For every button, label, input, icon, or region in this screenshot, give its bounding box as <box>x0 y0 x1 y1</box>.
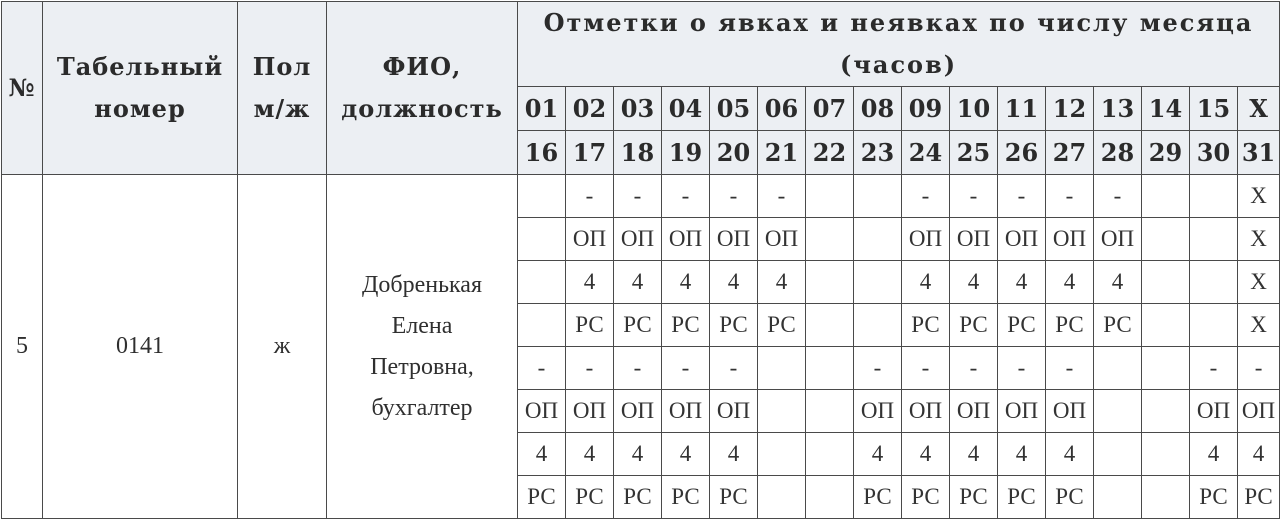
mark-cell: ОП <box>1094 218 1142 261</box>
mark-cell: ОП <box>998 218 1046 261</box>
mark-cell: ОП <box>950 218 998 261</box>
mark-cell: - <box>1190 347 1238 390</box>
mark-cell: РС <box>518 476 566 519</box>
mark-cell: ОП <box>1046 218 1094 261</box>
first-half-day-cell: 06 <box>758 87 806 131</box>
header-number-label: № <box>8 73 36 102</box>
mark-cell <box>1142 476 1190 519</box>
mark-cell <box>1094 390 1142 433</box>
mark-cell <box>1142 390 1190 433</box>
mark-cell: РС <box>854 476 902 519</box>
mark-cell: - <box>710 175 758 218</box>
mark-cell <box>1142 433 1190 476</box>
employee-name-position <box>327 175 518 519</box>
mark-cell <box>806 390 854 433</box>
mark-cell: - <box>662 347 710 390</box>
first-half-day-cell: 05 <box>710 87 758 131</box>
mark-cell: 4 <box>1046 261 1094 304</box>
mark-cell: - <box>662 175 710 218</box>
mark-cell <box>1094 347 1142 390</box>
second-half-day-cell: 27 <box>1046 131 1094 175</box>
mark-cell: - <box>1238 347 1280 390</box>
mark-cell: РС <box>1094 304 1142 347</box>
mark-cell: 4 <box>1190 433 1238 476</box>
second-half-day-cell: 18 <box>614 131 662 175</box>
mark-cell: РС <box>1046 304 1094 347</box>
mark-cell <box>854 261 902 304</box>
mark-cell <box>1094 433 1142 476</box>
header-sex-line1: Пол <box>252 52 312 81</box>
second-half-day-cell: 29 <box>1142 131 1190 175</box>
header-tab-number-line1: Табельный <box>56 52 224 81</box>
first-half-day-cell: 13 <box>1094 87 1142 131</box>
second-half-day-cell: 17 <box>566 131 614 175</box>
mark-cell: 4 <box>1094 261 1142 304</box>
mark-cell: РС <box>566 476 614 519</box>
header-marks-title <box>518 2 1280 87</box>
mark-cell <box>806 476 854 519</box>
mark-cell: - <box>566 347 614 390</box>
mark-cell: РС <box>902 476 950 519</box>
mark-cell: РС <box>1046 476 1094 519</box>
mark-cell <box>1190 175 1238 218</box>
second-half-day-cell: 31 <box>1238 131 1280 175</box>
mark-cell: 4 <box>614 261 662 304</box>
mark-cell: РС <box>1190 476 1238 519</box>
mark-cell <box>518 304 566 347</box>
mark-cell: X <box>1238 175 1280 218</box>
header-fio <box>327 2 518 175</box>
mark-cell: - <box>950 347 998 390</box>
mark-cell <box>1094 476 1142 519</box>
first-half-day-cell: 09 <box>902 87 950 131</box>
mark-cell <box>854 304 902 347</box>
mark-cell: - <box>854 347 902 390</box>
mark-cell: РС <box>566 304 614 347</box>
mark-cell: - <box>902 175 950 218</box>
employee-number: 5 <box>2 175 43 519</box>
first-half-day-cell: 15 <box>1190 87 1238 131</box>
table-row <box>2 175 1280 218</box>
mark-cell: 4 <box>614 433 662 476</box>
mark-cell <box>1142 175 1190 218</box>
mark-cell: ОП <box>902 218 950 261</box>
mark-cell: X <box>1238 304 1280 347</box>
second-half-day-cell: 19 <box>662 131 710 175</box>
mark-cell <box>1190 304 1238 347</box>
mark-cell: 4 <box>518 433 566 476</box>
mark-cell: ОП <box>566 390 614 433</box>
first-half-day-cell: X <box>1238 87 1280 131</box>
mark-cell: - <box>710 347 758 390</box>
employee-name-line: Петровна, <box>370 353 474 380</box>
first-half-day-cell: 11 <box>998 87 1046 131</box>
mark-cell: X <box>1238 261 1280 304</box>
mark-cell: ОП <box>566 218 614 261</box>
mark-cell: ОП <box>710 390 758 433</box>
mark-cell: 4 <box>710 433 758 476</box>
first-half-day-cell: 07 <box>806 87 854 131</box>
mark-cell <box>758 433 806 476</box>
mark-cell: РС <box>998 476 1046 519</box>
mark-cell: - <box>1046 175 1094 218</box>
mark-cell: 4 <box>854 433 902 476</box>
mark-cell <box>1142 347 1190 390</box>
mark-cell <box>1190 218 1238 261</box>
header-fio-line1: ФИО, <box>382 52 462 81</box>
mark-cell: ОП <box>854 390 902 433</box>
mark-cell: 4 <box>662 433 710 476</box>
mark-cell: 4 <box>1046 433 1094 476</box>
mark-cell: - <box>950 175 998 218</box>
first-half-day-cell: 12 <box>1046 87 1094 131</box>
mark-cell: 4 <box>950 433 998 476</box>
mark-cell <box>518 261 566 304</box>
mark-cell <box>806 347 854 390</box>
mark-cell: - <box>1046 347 1094 390</box>
mark-cell <box>758 476 806 519</box>
timesheet-table <box>1 1 1280 519</box>
mark-cell: 4 <box>566 433 614 476</box>
mark-cell: ОП <box>518 390 566 433</box>
mark-cell: РС <box>950 304 998 347</box>
mark-cell: 4 <box>998 261 1046 304</box>
mark-cell: РС <box>998 304 1046 347</box>
mark-cell: 4 <box>902 261 950 304</box>
mark-cell: 4 <box>950 261 998 304</box>
employee-sex: ж <box>238 175 327 519</box>
mark-cell: - <box>614 347 662 390</box>
mark-cell: - <box>902 347 950 390</box>
mark-cell <box>854 218 902 261</box>
header-tab-number-line2: номер <box>94 94 186 123</box>
first-half-day-cell: 14 <box>1142 87 1190 131</box>
mark-cell: РС <box>710 304 758 347</box>
mark-cell: ОП <box>1238 390 1280 433</box>
header-sex-line2: м/ж <box>253 94 311 123</box>
mark-cell <box>758 390 806 433</box>
header-marks-line2: (часов) <box>839 50 958 79</box>
mark-cell: ОП <box>950 390 998 433</box>
mark-cell: 4 <box>998 433 1046 476</box>
mark-cell <box>1142 218 1190 261</box>
first-half-day-cell: 10 <box>950 87 998 131</box>
first-half-day-cell: 02 <box>566 87 614 131</box>
mark-cell: РС <box>662 476 710 519</box>
mark-cell: ОП <box>998 390 1046 433</box>
mark-cell <box>806 433 854 476</box>
second-half-day-cell: 26 <box>998 131 1046 175</box>
mark-cell <box>518 175 566 218</box>
mark-cell: РС <box>1238 476 1280 519</box>
mark-cell: - <box>998 347 1046 390</box>
mark-cell <box>806 175 854 218</box>
employee-tab-number: 0141 <box>43 175 238 519</box>
mark-cell: - <box>518 347 566 390</box>
mark-cell: 4 <box>902 433 950 476</box>
mark-cell: - <box>758 175 806 218</box>
mark-cell: ОП <box>614 390 662 433</box>
second-half-day-cell: 28 <box>1094 131 1142 175</box>
mark-cell: - <box>1094 175 1142 218</box>
second-half-day-cell: 16 <box>518 131 566 175</box>
second-half-day-cell: 22 <box>806 131 854 175</box>
header-tab-number <box>43 2 238 175</box>
employee-name-line: Елена <box>391 312 453 339</box>
mark-cell: РС <box>614 304 662 347</box>
mark-cell: ОП <box>1046 390 1094 433</box>
mark-cell: - <box>998 175 1046 218</box>
mark-cell <box>806 218 854 261</box>
employee-name-line: Добренькая <box>361 271 482 298</box>
mark-cell: РС <box>758 304 806 347</box>
mark-cell: ОП <box>902 390 950 433</box>
header-marks-line1: Отметки о явках и неявках по числу месяца <box>543 8 1254 37</box>
mark-cell: ОП <box>614 218 662 261</box>
employee-name-line: бухгалтер <box>371 394 473 421</box>
mark-cell <box>1142 261 1190 304</box>
mark-cell <box>518 218 566 261</box>
mark-cell: 4 <box>1238 433 1280 476</box>
mark-cell: РС <box>710 476 758 519</box>
mark-cell <box>806 261 854 304</box>
header-fio-line2: должность <box>341 94 503 123</box>
mark-cell: РС <box>950 476 998 519</box>
second-half-day-cell: 23 <box>854 131 902 175</box>
mark-cell: 4 <box>566 261 614 304</box>
second-half-day-cell: 21 <box>758 131 806 175</box>
mark-cell <box>806 304 854 347</box>
first-half-day-cell: 08 <box>854 87 902 131</box>
mark-cell: X <box>1238 218 1280 261</box>
mark-cell: ОП <box>662 218 710 261</box>
first-half-day-cell: 01 <box>518 87 566 131</box>
mark-cell <box>1142 304 1190 347</box>
mark-cell: ОП <box>1190 390 1238 433</box>
mark-cell: 4 <box>662 261 710 304</box>
header-number <box>2 2 43 175</box>
mark-cell: - <box>566 175 614 218</box>
mark-cell: РС <box>662 304 710 347</box>
mark-cell: 4 <box>710 261 758 304</box>
mark-cell: ОП <box>710 218 758 261</box>
mark-cell <box>1190 261 1238 304</box>
mark-cell: РС <box>614 476 662 519</box>
first-half-day-cell: 03 <box>614 87 662 131</box>
first-half-day-cell: 04 <box>662 87 710 131</box>
second-half-day-cell: 25 <box>950 131 998 175</box>
mark-cell: ОП <box>758 218 806 261</box>
second-half-day-cell: 24 <box>902 131 950 175</box>
header-sex <box>238 2 327 175</box>
mark-cell: ОП <box>662 390 710 433</box>
second-half-day-cell: 20 <box>710 131 758 175</box>
second-half-day-cell: 30 <box>1190 131 1238 175</box>
mark-cell: РС <box>902 304 950 347</box>
mark-cell <box>854 175 902 218</box>
mark-cell <box>758 347 806 390</box>
mark-cell: 4 <box>758 261 806 304</box>
mark-cell: - <box>614 175 662 218</box>
